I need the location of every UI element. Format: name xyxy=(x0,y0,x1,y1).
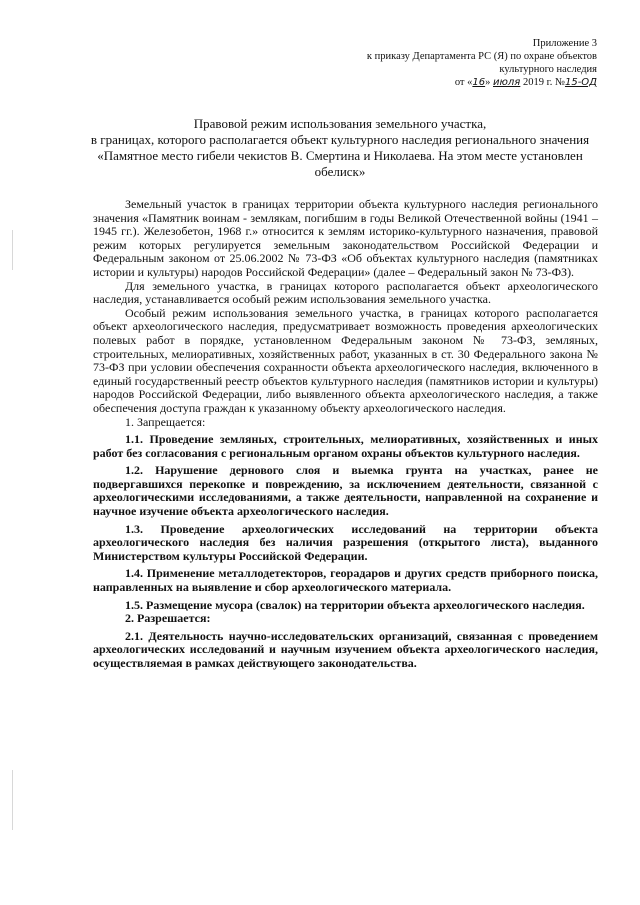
section-prohibited: 1. Запрещается: xyxy=(125,414,206,429)
appendix-number: Приложение 3 xyxy=(532,38,597,49)
order-reference-cont: культурного наследия xyxy=(499,64,597,75)
document-title xyxy=(80,116,600,180)
item-2-1: 2.1. Деятельность научно-исследовательских организаций, связанная с проведением археологических исследований и научным изучением объекта археологического наследия, осуществляемая в рамках действующего законодательства. xyxy=(93,628,598,670)
title-line-1: Правовой режим использования земельного участка, xyxy=(193,116,487,131)
paragraph-regime-details: Особый режим использования земельного участка, в границах которого располагается объект археологического наследия, предусматривает возможность проведения археологических полевых работ в порядке, установленном Федеральным законом № 73-ФЗ, земляных, строительных, мелиоративных, хозяйственных работ, указанных в ст. 30 Федерального закона № 73-ФЗ при условии обеспечения сохранности объекта археологического наследия, включенного в единый государственный реестр объектов культурного наследия (памятников истории и культуры) народов Российской Федерации, либо выявленного объекта археологического наследия, а также обеспечения доступа граждан к указанному объекту археологического наследия. xyxy=(93,305,598,415)
date-year: 2019 г. № xyxy=(520,77,565,88)
title-line-2: в границах, которого располагается объект культурного наследия регионального значения xyxy=(90,132,590,147)
paragraph-special-regime: Для земельного участка, в границах которого располагается объект археологического наследия, устанавливается особый режим использования земельного участка. xyxy=(93,278,598,307)
order-number: 15-ОД xyxy=(564,77,597,88)
document-body xyxy=(93,198,598,671)
paragraph-land-plot: Земельный участок в границах территории объекта культурного наследия регионального значения «Памятник воинам - землякам, погибшим в годы Великой Отечественной войны (1941 – 1945 гг.). Железобетон, 1968 г.» относится к землям историко-культурного назначения, правовой режим которых регулируется земельным законодательством Российской Федерации и Федеральным законом от 25.06.2002 № 73-ФЗ «Об объектах культурного наследия (памятниках истории и культуры) народов Российской Федерации» (далее – Федеральный закон № 73-ФЗ). xyxy=(93,197,598,279)
date-mid: » xyxy=(485,77,493,88)
section-permitted: 2. Разрешается: xyxy=(125,611,211,626)
item-1-5: 1.5. Размещение мусора (свалок) на территории объекта археологического наследия. xyxy=(125,597,585,612)
item-1-4: 1.4. Применение металлодетекторов, георадаров и других средств приборного поиска, направленных на выявление и сбор археологического материала. xyxy=(93,566,598,595)
date-day: 16 xyxy=(472,77,486,88)
title-line-4: обелиск» xyxy=(314,164,366,179)
scan-artifact xyxy=(12,770,13,830)
appendix-header xyxy=(317,37,597,89)
order-date-line xyxy=(317,76,597,89)
item-1-2: 1.2. Нарушение дернового слоя и выемка грунта на участках, ранее не подвергавшихся перекопке и повреждению, за исключением деятельности, связанной с археологическими исследованиями, а также деятельности, направленной на сохранение и научное изучение объекта археологического наследия. xyxy=(93,463,598,519)
item-1-3: 1.3. Проведение археологических исследований на территории объекта археологического наследия без наличия разрешения (открытого листа), выданного Министерством культуры Российской Федерации. xyxy=(93,521,598,563)
date-prefix: от « xyxy=(454,77,473,88)
item-1-1: 1.1. Проведение земляных, строительных, мелиоративных, хозяйственных и иных работ без согласования с региональным органом охраны объектов культурного наследия. xyxy=(93,432,598,460)
order-reference: к приказу Департамента РС (Я) по охране объектов xyxy=(366,51,597,62)
date-month: июля xyxy=(493,77,521,88)
scan-artifact xyxy=(12,230,13,270)
title-line-3: «Памятное место гибели чекистов В. Смертина и Николаева. На этом месте установлен xyxy=(97,148,583,163)
